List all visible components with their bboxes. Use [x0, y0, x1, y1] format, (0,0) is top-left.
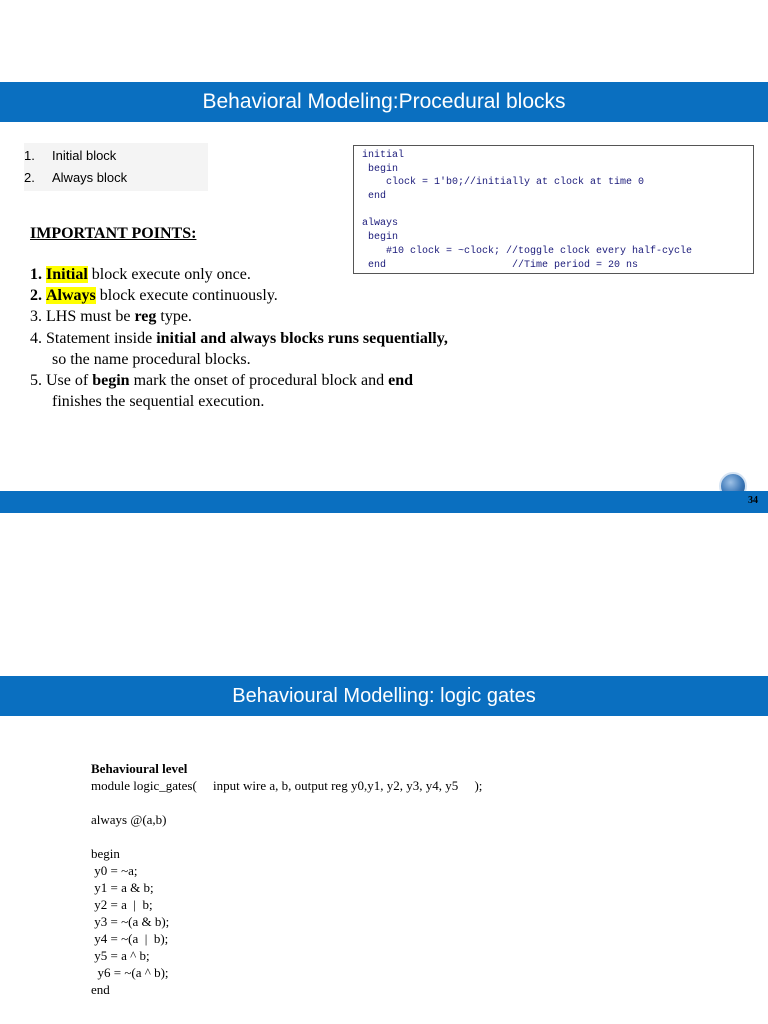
important-points-heading: IMPORTANT POINTS: [30, 225, 197, 242]
code-line: y5 = a ^ b; [91, 948, 150, 963]
code-line: begin [362, 232, 399, 244]
code-line: clock = 1'b0;//initially at clock at time 0 [362, 177, 645, 189]
code-line: initial [362, 150, 405, 161]
code-line: end [362, 191, 387, 203]
code-line: y0 = ~a; [91, 863, 138, 878]
code-line: y2 = a | b; [91, 897, 153, 912]
code-line: y3 = ~(a & b); [91, 914, 170, 929]
code-line: begin [91, 846, 120, 861]
code-line: always @(a,b) [91, 812, 167, 827]
code-line: end [91, 982, 110, 997]
code-line [91, 828, 482, 845]
code-line [362, 204, 745, 218]
code-line: #10 clock = ~clock; //toggle clock every half-cycle [362, 245, 693, 257]
slide-title-banner [0, 676, 768, 716]
procedural-blocks-list [24, 143, 208, 191]
code-snippet [353, 145, 754, 274]
code-line: module logic_gates( input wire a, b, output reg y0,y1, y2, y3, y4, y5 ); [91, 778, 483, 793]
point-5: 5. Use of begin mark the onset of procedural block and end finishes the sequential execution. [30, 372, 414, 411]
code-line: begin [362, 163, 399, 175]
point-4: 4. Statement inside initial and always blocks runs sequentially, so the name procedural blocks. [30, 329, 448, 368]
slide-title: Behavioral Modeling:Procedural blocks [202, 90, 566, 113]
slide-title-banner [0, 82, 768, 122]
slide-title: Behavioural Modelling: logic gates [232, 685, 536, 707]
point-1: 1. Initial block execute only once. [30, 266, 251, 283]
slide-footer-bar [0, 491, 768, 513]
list-item: 2. Always block [24, 170, 128, 185]
point-2: 2. Always block execute continuously. [30, 287, 278, 305]
code-line: always [362, 218, 399, 230]
code-line [91, 794, 482, 811]
code-line: y1 = a & b; [91, 880, 154, 895]
important-points-list [30, 264, 450, 412]
list-item: 1. Initial block [24, 148, 117, 163]
code-heading: Behavioural level [91, 761, 188, 776]
code-line: y6 = ~(a ^ b); [91, 965, 169, 980]
behavioural-code [91, 760, 482, 998]
point-3: 3. LHS must be reg type. [30, 308, 192, 326]
code-line: y4 = ~(a | b); [91, 931, 169, 946]
page-number: 34 [748, 495, 758, 506]
code-line: end //Time period = 20 ns [362, 259, 639, 271]
